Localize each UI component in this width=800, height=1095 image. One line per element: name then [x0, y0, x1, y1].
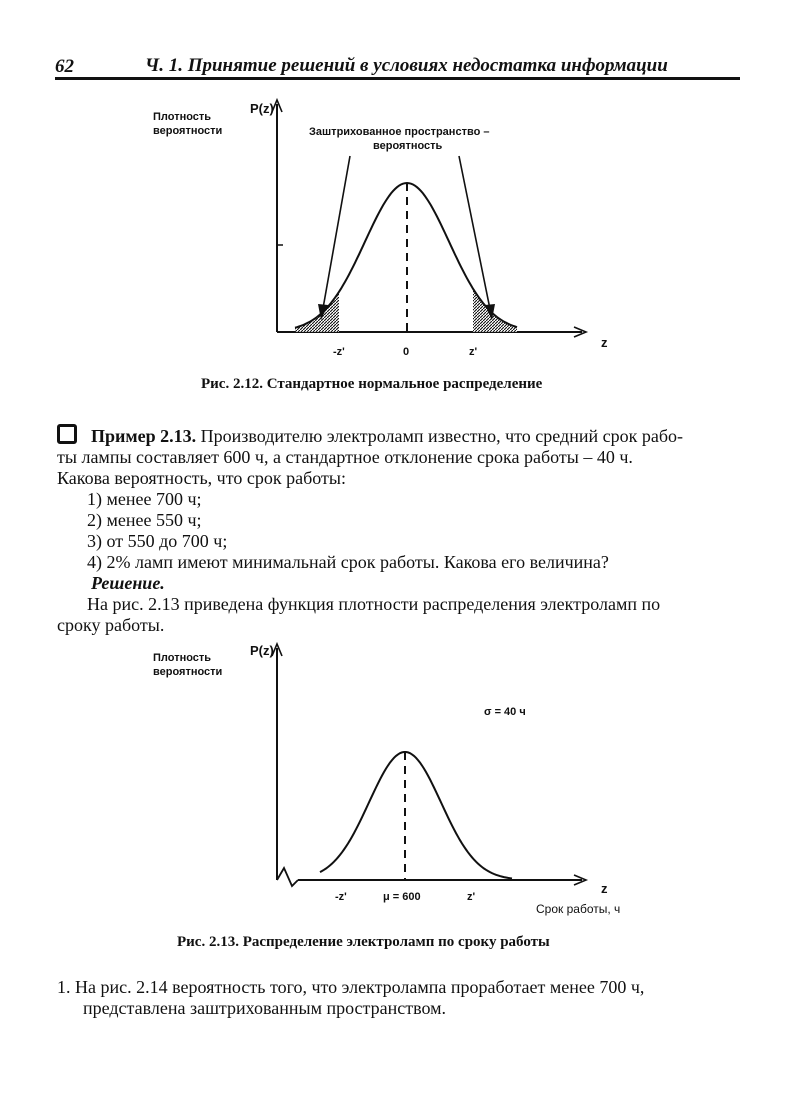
fig1-caption: Рис. 2.12. Стандартное нормальное распределение [201, 376, 543, 392]
solution-line2: сроку работы. [57, 615, 165, 635]
fig1-y-label-line1: Плотность [153, 111, 212, 123]
solution-line1: На рис. 2.13 приведена функция плотности распределения электроламп по [87, 594, 661, 614]
example-intro-line3: Какова вероятность, что срок работы: [57, 468, 346, 488]
fig1-tick-left: -z' [333, 346, 345, 358]
fig1-y-axis-title: P(z) [250, 101, 274, 116]
fig1-y-label-line2: вероятности [153, 125, 223, 137]
example-item-3: 3) от 550 до 700 ч; [87, 531, 228, 551]
fig2-y-label-line1: Плотность [153, 652, 212, 664]
example-item-2: 2) менее 550 ч; [87, 510, 202, 530]
fig1-annotation-line2: вероятность [373, 140, 443, 152]
footer-line2: представлена заштрихованным пространством. [83, 998, 447, 1018]
fig2-axis-break [277, 868, 298, 886]
fig2-tick-left: -z' [335, 891, 347, 903]
fig2-tick-center: μ = 600 [383, 891, 421, 903]
fig2-tick-right: z' [467, 891, 476, 903]
example-item-1: 1) менее 700 ч; [87, 489, 202, 509]
example-label: Пример 2.13. [91, 426, 197, 446]
fig2-y-label-line2: вероятности [153, 666, 223, 678]
fig1-tick-right: z' [469, 346, 478, 358]
fig2-y-axis-title: P(z) [250, 643, 274, 658]
fig1-tick-center: 0 [403, 346, 410, 358]
fig2-caption: Рис. 2.13. Распределение электроламп по сроку работы [177, 934, 550, 950]
example-intro-line2: ты лампы составляет 600 ч, а стандартное отклонение срока работы – 40 ч. [57, 447, 633, 467]
fig2-normal-curve [320, 752, 512, 879]
footer-line1: 1. На рис. 2.14 вероятность того, что электролампа проработает менее 700 ч, [57, 977, 645, 997]
fig1-annotation-line1: Заштрихованное пространство – [309, 126, 490, 138]
example-intro-line1: Производителю электроламп известно, что средний срок рабо- [200, 426, 683, 446]
fig2-x-axis-title: z [601, 881, 608, 896]
page-number: 62 [55, 56, 74, 77]
fig1-x-axis-title: z [601, 335, 608, 350]
chapter-title: Ч. 1. Принятие решений в условиях недостатка информации [145, 55, 668, 76]
footer-paragraph [57, 977, 740, 1019]
fig2-x-title: Срок работы, ч [536, 902, 621, 916]
solution-label: Решение. [91, 573, 165, 593]
example-item-4: 4) 2% ламп имеют минимальнай срок работы. Какова его величина? [87, 552, 609, 572]
fig2-sigma-label: σ = 40 ч [484, 706, 526, 718]
